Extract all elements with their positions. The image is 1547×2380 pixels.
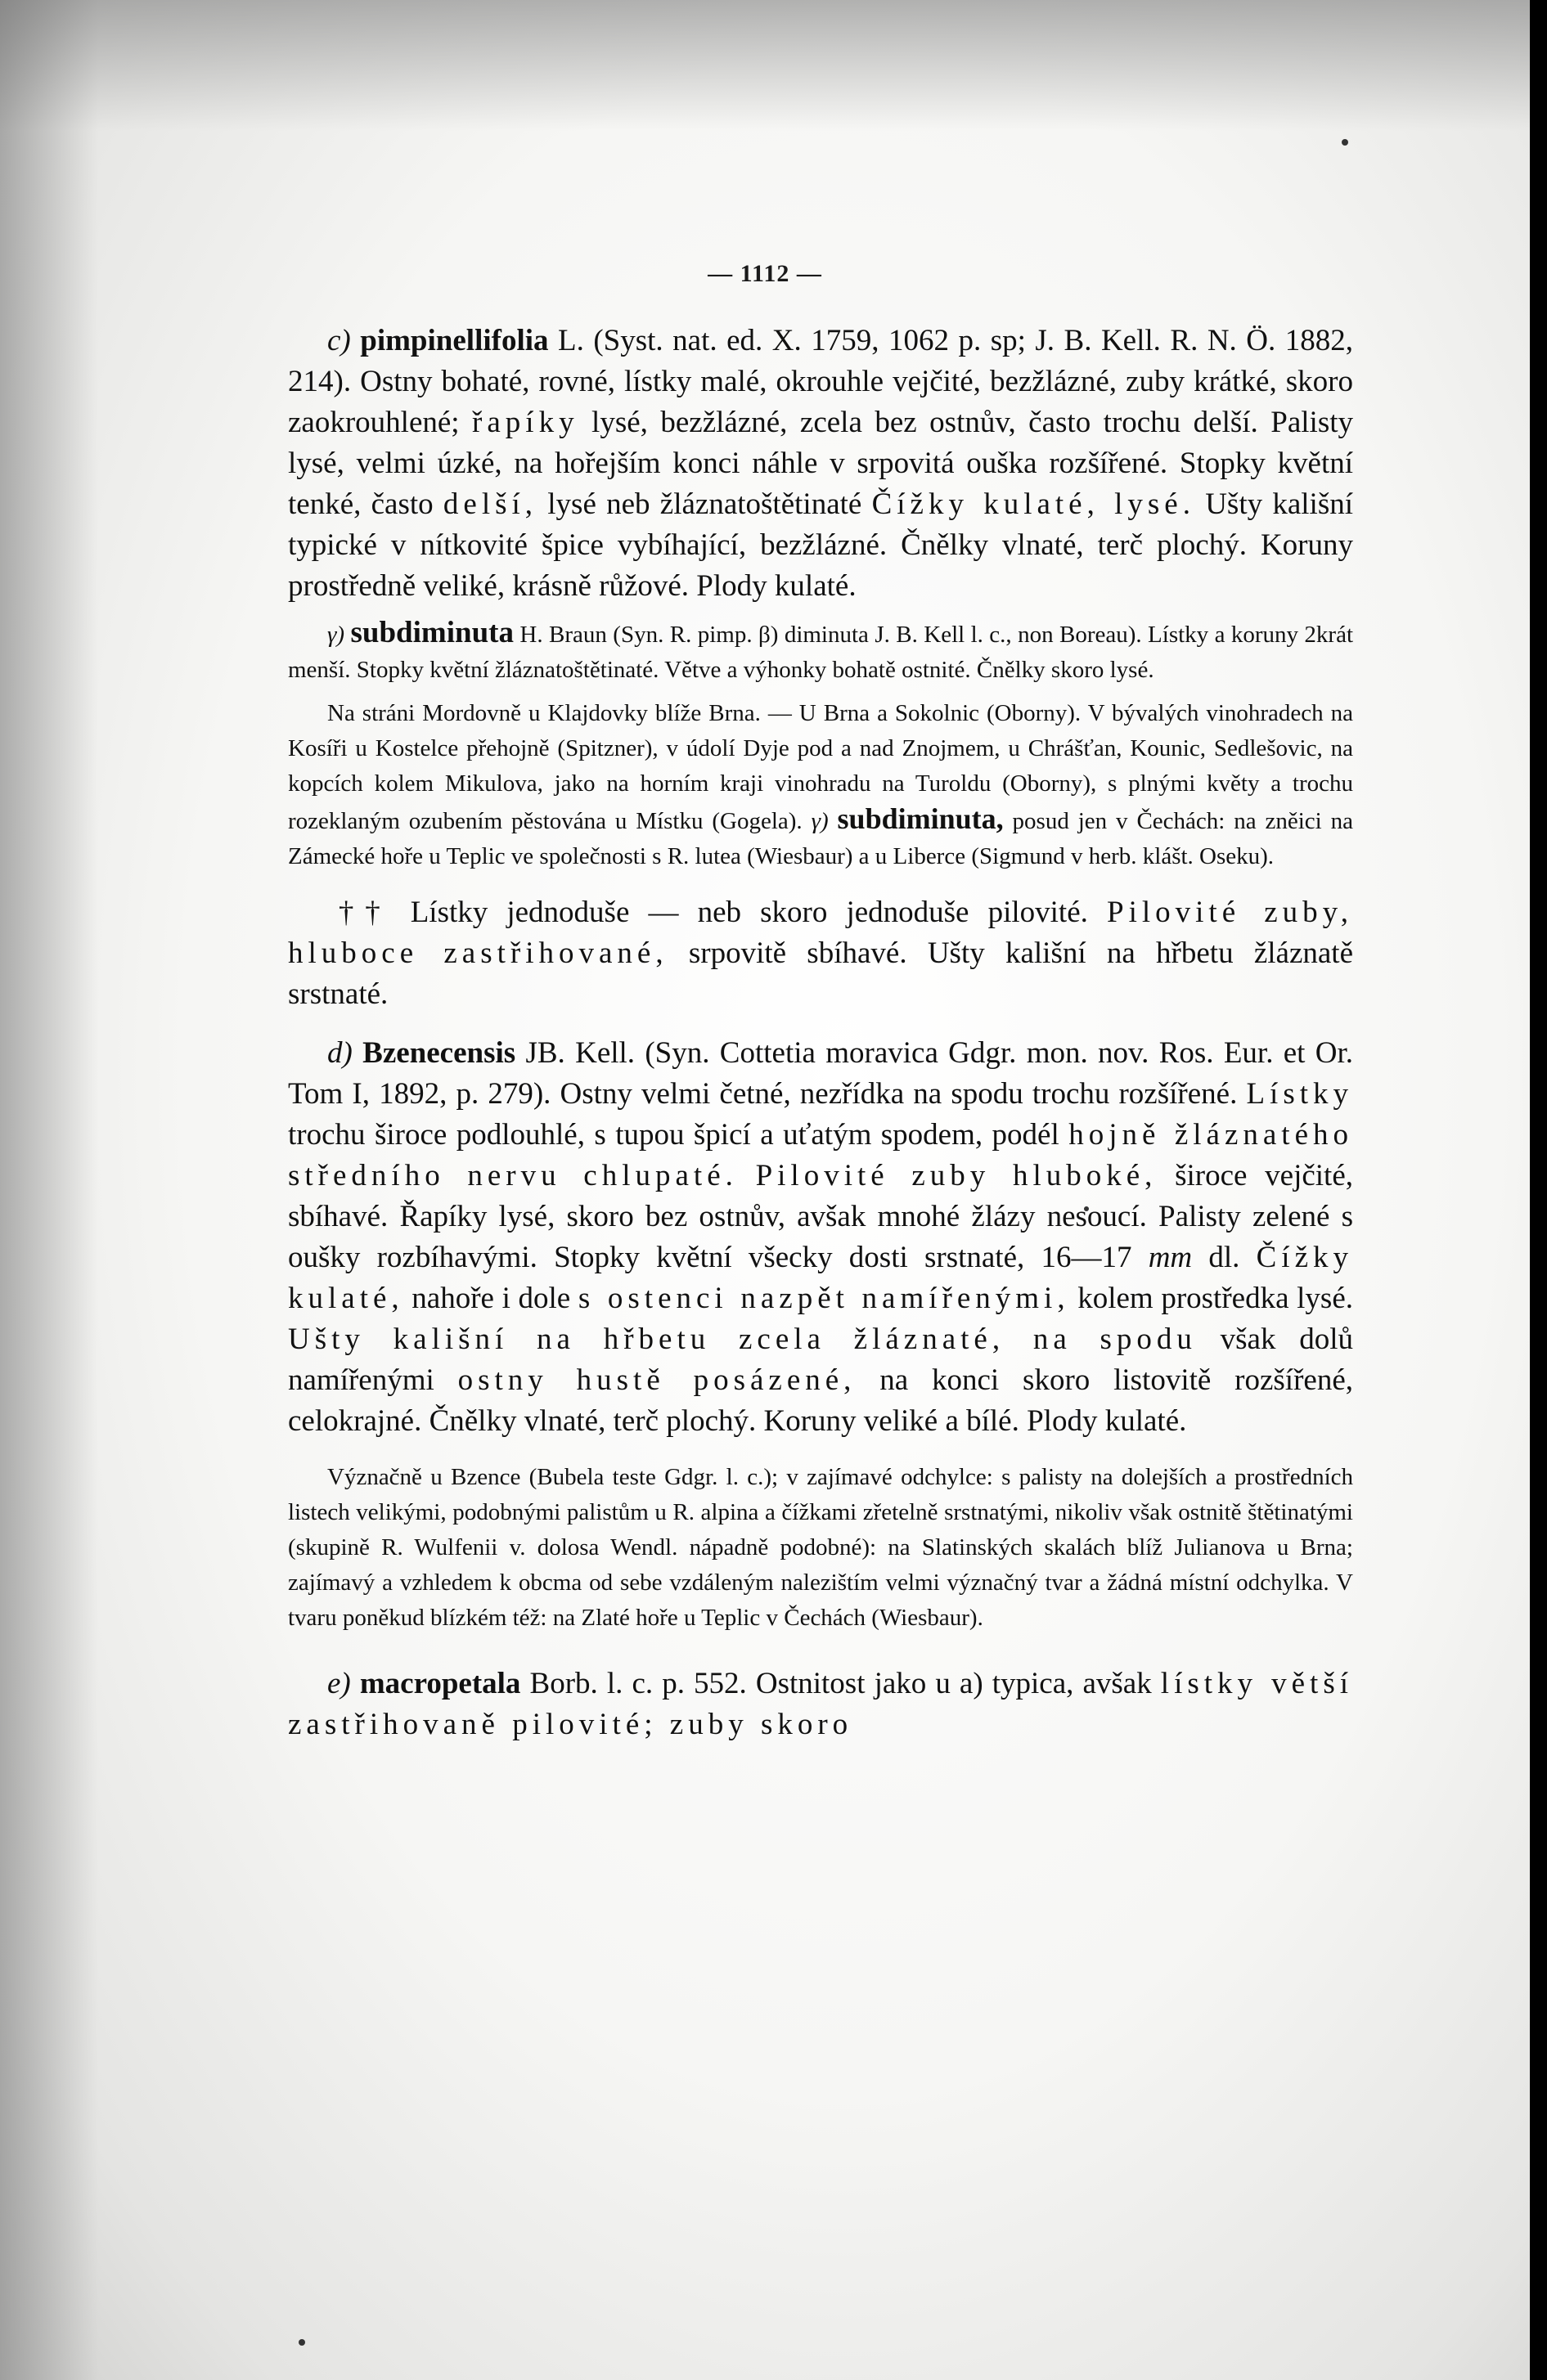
ink-speck — [1342, 139, 1348, 146]
paragraph-subdiminuta: γ) subdiminuta H. Braun (Syn. R. pimp. β) diminuta J. B. Kell l. c., non Boreau). Lístky a koruny 2krát menší. Stopky květní žláznatoštětinaté. Větve a výhonky bohatě ostnité. Čnělky skoro lysé. — [288, 616, 1353, 683]
page-number: — 1112 — — [708, 260, 822, 287]
variety-name: Bzenecensis — [362, 1036, 516, 1070]
ink-speck — [299, 2339, 305, 2346]
paragraph-bzenecensis: d) Bzenecensis JB. Kell. (Syn. Cottetia moravica Gdgr. mon. nov. Ros. Eur. et Or. Tom I, 1892, p. 279). Ostny velmi četné, nezřídka na spodu trochu rozšířené. Lístky trochu široce podlouhlé, s tupou špicí a uťatým spodem, podél hojně žláznatého středního nervu chlupaté. Pilovité zuby hluboké, široce vejčité, sbíhavé. Řapíky lysé, skoro bez ostnův, avšak mnohé žlázy nesoucí. Palisty zelené s oušky rozbíhavými. Stopky květní všecky dosti srstnaté, 16—17 mm dl. Čížky kulaté, nahoře i dole s ostenci nazpět namířenými, kolem prostředka lysé. Ušty kališní na hřbetu zcela žláznaté, na spodu však dolů namířenými ostny hustě posázené, na konci skoro listovitě rozšířené, celokrajné. Čnělky vlnaté, terč plochý. Koruny veliké a bílé. Plody kulaté. — [288, 1036, 1354, 1438]
locality-note-2: Význačně u Bzence (Bubela teste Gdgr. l. c.); v zajímavé odchylce: s palisty na dolejších a prostředních listech velikými, podobnými palistům u R. alpina a čížkami zřetelně srstnatými, nikoliv však ostnitě štětinatými (skupině R. Wulfenii v. dolosa Wendl. nápadně podobné): na Slatinských skalách blíž Julianova u Brna; zajímavý a vzhledem k obcma od sebe vzdáleným nalezištím velmi význačný tvar a žádná místní odchylka. V tvaru poněkud blízkém též: na Zlaté hoře u Teplic v Čechách (Wiesbaur). — [288, 1464, 1353, 1631]
variety-name: macropetala — [359, 1667, 521, 1700]
variety-label: d) — [327, 1036, 353, 1070]
dagger-mark: †† — [327, 896, 392, 929]
page-content — [288, 321, 1353, 1745]
paragraph-macropetala: e) macropetala Borb. l. c. p. 552. Ostnitost jako u a) typica, avšak lístky větší zastřihovaně pilovité; zuby skoro — [288, 1667, 1353, 1741]
page-top-shadow — [0, 0, 1530, 131]
subvariety-name: subdiminuta — [350, 616, 514, 649]
variety-label: c) — [327, 324, 351, 357]
paragraph-dagger-group: †† Lístky jednoduše — neb skoro jednoduše pilovité. Pilovité zuby, hluboce zastřihované, srpovitě sbíhavé. Ušty kališní na hřbetu žláznatě srstnaté. — [288, 896, 1353, 1011]
page-edge-shadow — [0, 0, 98, 2380]
paragraph-pimpinellifolia: c) pimpinellifolia L. (Syst. nat. ed. X. 1759, 1062 p. sp; J. B. Kell. R. N. Ö. 1882, 214). Ostny bohaté, rovné, lístky malé, okrouhle vejčité, bezžlázné, zuby krátké, skoro zaokrouhlené; řapíky lysé, bezžlázné, zcela bez ostnův, často trochu delší. Palisty lysé, velmi úzké, na hořejším konci náhle v srpovitá ouška rozšířené. Stopky květní tenké, často delší, lysé neb žláznatoštětinaté Čížky kulaté, lysé. Ušty kališní typické v nítkovité špice vybíhající, bezžlázné. Čnělky vlnaté, terč plochý. Koruny prostředně veliké, krásně růžové. Plody kulaté. — [288, 324, 1354, 603]
subvariety-name-inline: subdiminuta, — [837, 802, 1004, 835]
variety-label: e) — [327, 1667, 351, 1700]
locality-note-1: Na stráni Mordovně u Klajdovky blíže Brna. — U Brna a Sokolnic (Oborny). V bývalých vinohradech na Kosíři u Kostelce přehojně (Spitzner), v údolí Dyje pod a nad Znojmem, u Chrášťan, Kounic, Sedlešovic, na kopcích kolem Mikulova, jako na horním kraji vinohradu na Turoldu (Oborny), s plnými květy a trochu rozeklaným ozubením pěstována u Místku (Gogela). γ) subdiminuta, posud jen v Čechách: na zněici na Zámecké hoře u Teplic ve společnosti s R. lutea (Wiesbaur) a u Liberce (Sigmund v herb. klášt. Oseku). — [288, 700, 1353, 869]
variety-name: pimpinellifolia — [360, 324, 549, 357]
subvariety-label: γ) — [327, 622, 345, 648]
